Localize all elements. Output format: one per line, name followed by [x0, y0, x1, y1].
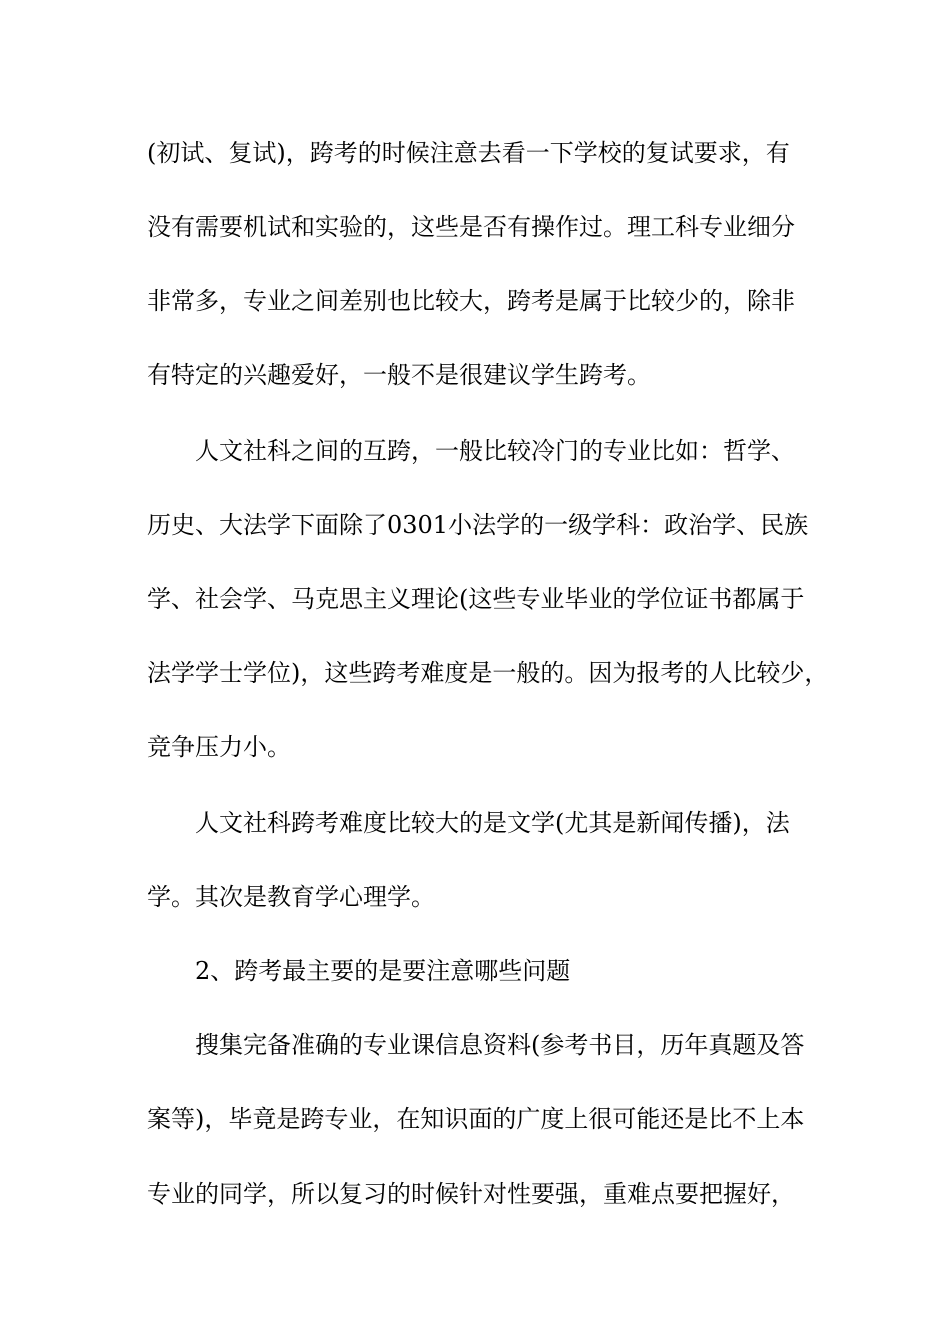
paragraph-line: 专业的同学，所以复习的时候针对性要强，重难点要把握好，: [147, 1180, 795, 1208]
paragraph-line: 案等)，毕竟是跨专业，在知识面的广度上很可能还是比不上本: [147, 1105, 805, 1133]
paragraph-line: 学。其次是教育学心理学。: [147, 883, 435, 911]
paragraph-line: (初试、复试)，跨考的时候注意去看一下学校的复试要求，有: [147, 139, 790, 167]
paragraph-line: 没有需要机试和实验的，这些是否有操作过。理工科专业细分: [147, 213, 795, 241]
paragraph-line: 人文社科跨考难度比较大的是文学(尤其是新闻传播)，法: [195, 809, 790, 837]
paragraph-line: 人文社科之间的互跨，一般比较冷门的专业比如：哲学、: [195, 437, 795, 465]
paragraph-line: 竞争压力小。: [147, 733, 291, 761]
paragraph-line: 有特定的兴趣爱好，一般不是很建议学生跨考。: [147, 361, 651, 389]
paragraph-line: 历史、大法学下面除了0301小法学的一级学科：政治学、民族: [147, 511, 809, 539]
paragraph-line: 学、社会学、马克思主义理论(这些专业毕业的学位证书都属于: [147, 585, 805, 613]
paragraph-line: 非常多，专业之间差别也比较大，跨考是属于比较少的，除非: [147, 287, 795, 315]
paragraph-line: 搜集完备准确的专业课信息资料(参考书目，历年真题及答: [195, 1031, 805, 1059]
paragraph-line: 法学学士学位)，这些跨考难度是一般的。因为报考的人比较少，: [147, 659, 829, 687]
section-heading: 2、跨考最主要的是要注意哪些问题: [195, 957, 571, 985]
